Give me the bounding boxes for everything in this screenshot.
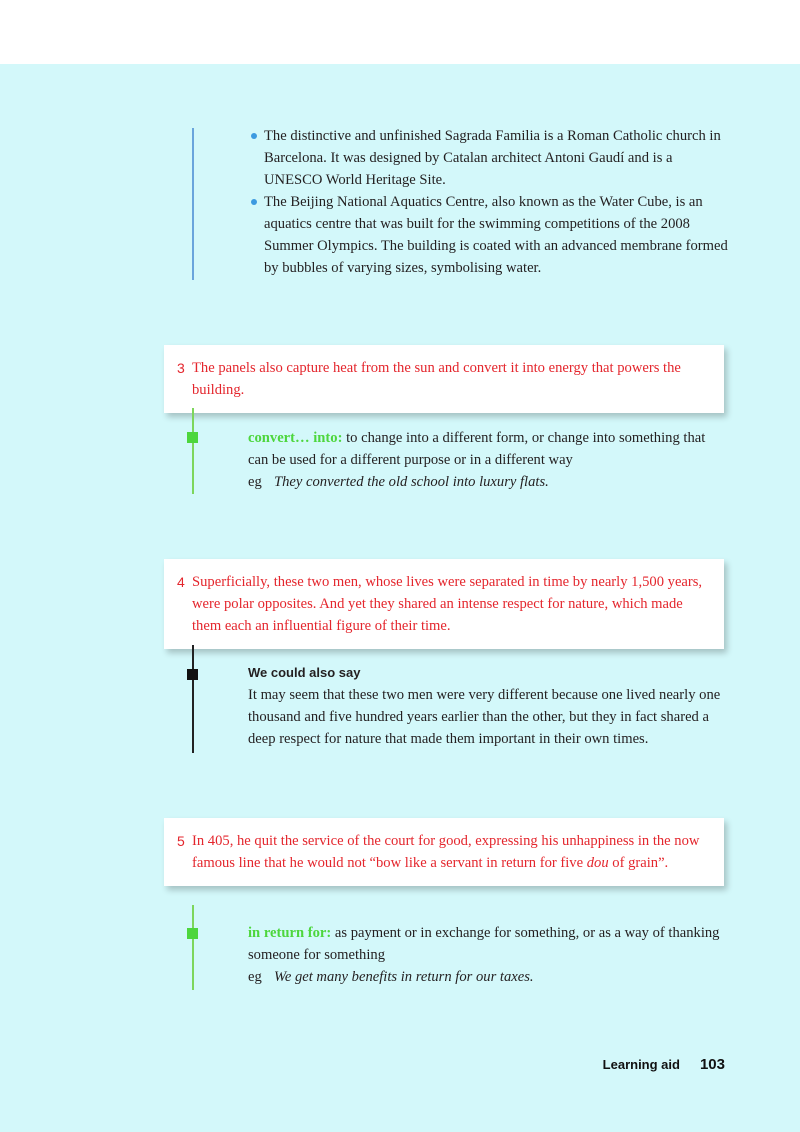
example-row (248, 471, 728, 493)
example-label: eg (248, 474, 262, 490)
bullet-item (248, 191, 728, 279)
definition (248, 922, 728, 966)
bullet-dot-icon (251, 199, 257, 205)
quote-text: In 405, he quit the service of the court for good, expressing his unhappiness in the now famous line that he would not “bow like a servant in return for five dou of grain”. (192, 833, 700, 871)
page-footer (603, 1056, 725, 1074)
bullet-item (248, 125, 728, 191)
example-label: eg (248, 969, 262, 985)
quote-number: 3 (177, 360, 185, 376)
quote-number: 5 (177, 833, 185, 849)
note-rule (192, 905, 194, 990)
example-text: We get many benefits in return for our taxes. (274, 969, 534, 985)
vocabulary-note (248, 427, 728, 493)
note-rule (192, 408, 194, 494)
quote-text: The panels also capture heat from the sun and convert it into energy that powers the building. (192, 360, 681, 398)
quote-text: Superficially, these two men, whose lives were separated in time by nearly 1,500 years, were polar opposites. And yet they shared an intense respect for nature, which made them each an influential figure of their time. (192, 574, 703, 634)
vocab-term: convert… into: (248, 430, 343, 446)
footer-label: Learning aid (602, 1057, 680, 1072)
vocab-term: in return for: (248, 925, 332, 941)
also-say-text: It may seem that these two men were very different because one lived nearly one thousand and five hundred years earlier than the other, but they in fact shared a deep respect for nature that made them important in their own times. (248, 687, 721, 747)
note-marker-icon (187, 432, 198, 443)
example-row (248, 966, 728, 988)
also-say-heading: We could also say (248, 665, 361, 680)
section-rule (192, 128, 194, 280)
quote-box (164, 818, 724, 886)
definition (248, 427, 728, 471)
quote-number: 4 (177, 574, 185, 590)
vocab-definition: to change into a different form, or change into something that can be used for a different purpose or in a different way (248, 430, 706, 468)
bullet-text: The Beijing National Aquatics Centre, also known as the Water Cube, is an aquatics centre that was built for the swimming competitions of the 2008 Summer Olympics. The building is coated with an advanced membrane formed by bubbles of varying sizes, symbolising water. (264, 194, 728, 276)
example-text: They converted the old school into luxury flats. (274, 474, 549, 490)
bullet-list (248, 125, 728, 279)
quote-box (164, 345, 724, 413)
note-marker-icon (187, 928, 198, 939)
also-say-note (248, 662, 728, 750)
bullet-text: The distinctive and unfinished Sagrada Familia is a Roman Catholic church in Barcelona. It was designed by Catalan architect Antoni Gaudí and is a UNESCO World Heritage Site. (264, 128, 721, 188)
quote-box (164, 559, 724, 649)
vocabulary-note (248, 922, 728, 988)
bullet-dot-icon (251, 133, 257, 139)
vocab-definition: as payment or in exchange for something, or as a way of thanking someone for something (248, 925, 720, 963)
page-number: 103 (699, 1056, 725, 1073)
note-rule (192, 645, 194, 753)
note-marker-icon (187, 669, 198, 680)
